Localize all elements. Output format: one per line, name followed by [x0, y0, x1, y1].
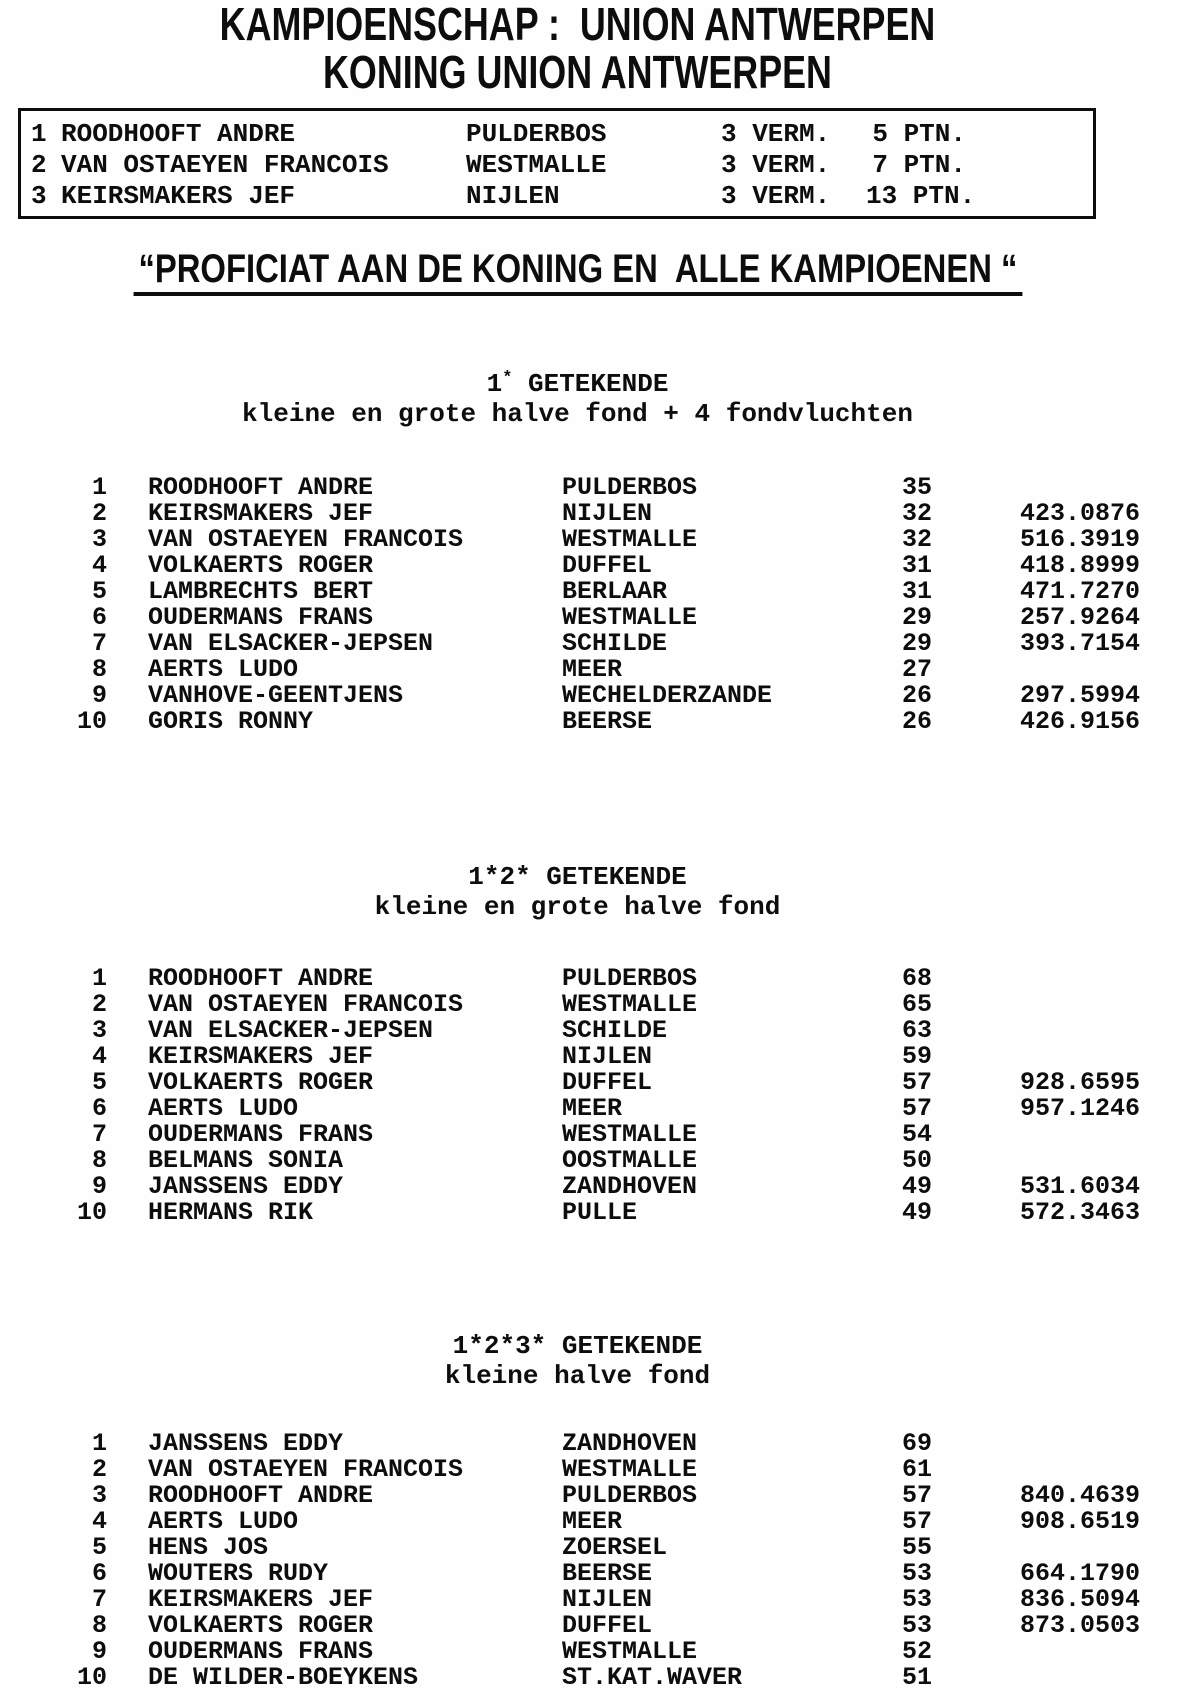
name-cell: KEIRSMAKERS JEF: [148, 499, 374, 528]
coefficient-cell: [962, 475, 1140, 501]
name-cell: ROODHOOFT ANDRE: [148, 1481, 374, 1510]
name-cell: OUDERMANS FRANS: [148, 1637, 374, 1666]
name-cell: ROODHOOFT ANDRE: [148, 964, 374, 993]
points-cell: 13 PTN.: [866, 181, 976, 211]
coefficient-cell: 572.3463: [1019, 1198, 1140, 1227]
rank-cell: 2: [91, 990, 107, 1019]
king-standings-box: [18, 108, 1096, 219]
place-cell: OOSTMALLE: [562, 1146, 698, 1175]
spacer-cell: [107, 1483, 148, 1509]
place-cell: SCHILDE: [562, 1016, 668, 1045]
rank-cell: 10: [76, 707, 107, 736]
table-row: [60, 553, 1155, 579]
section-subtitle: kleine en grote halve fond: [374, 892, 781, 922]
table-row: [60, 1587, 1155, 1613]
points-cell: 59: [902, 1042, 933, 1071]
section-1-2-3-getekende: [0, 1326, 1155, 1691]
name-cell: VAN OSTAEYEN FRANCOIS: [148, 525, 464, 554]
section-title-rest: GETEKENDE: [530, 862, 687, 892]
coefficient-cell: 928.6595: [1019, 1068, 1140, 1097]
king-row: [31, 181, 1093, 212]
spacer-cell: [107, 1044, 148, 1070]
name-cell: JANSSENS EDDY: [148, 1429, 344, 1458]
table-row: [60, 1018, 1155, 1044]
rank-cell: 6: [91, 1094, 107, 1123]
spacer-cell: [107, 501, 148, 527]
place-cell: ST.KAT.WAVER: [562, 1663, 743, 1692]
table-row: [60, 1122, 1155, 1148]
rank-cell: 10: [76, 1663, 107, 1692]
points-cell: 69: [902, 1429, 933, 1458]
points-cell: 65: [902, 990, 933, 1019]
points-cell: 52: [902, 1637, 933, 1666]
coefficient-cell: [962, 1457, 1140, 1483]
rank-cell: 9: [91, 681, 107, 710]
rank-cell: 4: [91, 551, 107, 580]
table-row: [60, 605, 1155, 631]
rank-cell: 5: [91, 1533, 107, 1562]
results-table-2: [0, 966, 1155, 1226]
points-cell: 57: [902, 1481, 933, 1510]
spacer-cell: [107, 683, 148, 709]
rank-cell: 3: [91, 1481, 107, 1510]
coefficient-cell: 957.1246: [1019, 1094, 1140, 1123]
place-cell: SCHILDE: [562, 629, 668, 658]
name-cell: ROODHOOFT ANDRE: [61, 119, 296, 149]
coefficient-cell: 836.5094: [1019, 1585, 1140, 1614]
coefficient-cell: [962, 1431, 1140, 1457]
section-title: [0, 1326, 1155, 1361]
rank-cell: 2: [91, 1455, 107, 1484]
table-row: [60, 992, 1155, 1018]
points-cell: 57: [902, 1507, 933, 1536]
place-cell: MEER: [562, 1094, 623, 1123]
spacer-cell: [107, 1665, 148, 1691]
coefficient-cell: 257.9264: [1019, 603, 1140, 632]
spacer-cell: [107, 709, 148, 735]
name-cell: OUDERMANS FRANS: [148, 1120, 374, 1149]
name-cell: LAMBRECHTS BERT: [148, 577, 374, 606]
place-cell: ZANDHOVEN: [562, 1429, 698, 1458]
rank-cell: 3: [91, 1016, 107, 1045]
name-cell: JANSSENS EDDY: [148, 1172, 344, 1201]
points-cell: 26: [902, 681, 933, 710]
verm-cell: 3 VERM.: [721, 150, 831, 180]
table-row: [60, 966, 1155, 992]
rank-cell: 1: [91, 964, 107, 993]
coefficient-cell: [962, 1535, 1140, 1561]
points-cell: 26: [902, 707, 933, 736]
name-cell: VAN ELSACKER-JEPSEN: [148, 629, 434, 658]
points-cell: 7 PTN.: [872, 150, 966, 180]
points-cell: 68: [902, 964, 933, 993]
spacer-cell: [107, 992, 148, 1018]
table-row: [60, 527, 1155, 553]
points-cell: 61: [902, 1455, 933, 1484]
points-cell: 53: [902, 1611, 933, 1640]
place-cell: PULDERBOS: [466, 119, 607, 149]
spacer-cell: [107, 1561, 148, 1587]
table-row: [60, 1148, 1155, 1174]
king-row: [31, 150, 1093, 181]
points-cell: 57: [902, 1068, 933, 1097]
name-cell: HERMANS RIK: [148, 1198, 314, 1227]
section-1-2-getekende: [0, 857, 1155, 1226]
coefficient-cell: [962, 1018, 1140, 1044]
rank-cell: 7: [91, 1120, 107, 1149]
coefficient-cell: 840.4639: [1019, 1481, 1140, 1510]
section-1-getekende: [0, 364, 1155, 735]
name-cell: AERTS LUDO: [148, 1507, 299, 1536]
place-cell: MEER: [562, 1507, 623, 1536]
coefficient-cell: 418.8999: [1019, 551, 1140, 580]
table-row: [60, 579, 1155, 605]
rank-cell: 5: [91, 577, 107, 606]
coefficient-cell: [962, 1665, 1140, 1691]
points-cell: 63: [902, 1016, 933, 1045]
points-cell: 31: [902, 577, 933, 606]
place-cell: WECHELDERZANDE: [562, 681, 773, 710]
place-cell: PULDERBOS: [562, 1481, 698, 1510]
doc-title-line1: KAMPIOENSCHAP : UNION ANTWERPEN: [219, 0, 936, 50]
table-row: [60, 1509, 1155, 1535]
table-row: [60, 1613, 1155, 1639]
points-cell: 31: [902, 551, 933, 580]
name-cell: ROODHOOFT ANDRE: [148, 473, 374, 502]
results-table-1: [0, 475, 1155, 735]
rank-cell: 7: [91, 629, 107, 658]
points-cell: 53: [902, 1585, 933, 1614]
points-cell: 51: [902, 1663, 933, 1692]
place-cell: PULLE: [562, 1198, 638, 1227]
name-cell: VAN OSTAEYEN FRANCOIS: [148, 990, 464, 1019]
coefficient-cell: [962, 1639, 1140, 1665]
place-cell: MEER: [562, 655, 623, 684]
coefficient-cell: 423.0876: [1019, 499, 1140, 528]
coefficient-cell: [962, 966, 1140, 992]
points-cell: 27: [902, 655, 933, 684]
place-cell: PULDERBOS: [562, 964, 698, 993]
place-cell: WESTMALLE: [562, 1120, 698, 1149]
rank-cell: 2: [91, 499, 107, 528]
table-row: [60, 657, 1155, 683]
points-cell: 49: [902, 1198, 933, 1227]
section-title-prefix: 1: [486, 369, 503, 399]
verm-cell: 3 VERM.: [721, 181, 831, 211]
coefficient-cell: 297.5994: [1019, 681, 1140, 710]
spacer-cell: [107, 1018, 148, 1044]
section-title: [0, 857, 1155, 892]
coefficient-cell: [962, 657, 1140, 683]
place-cell: WESTMALLE: [562, 1455, 698, 1484]
spacer-cell: [966, 181, 1093, 212]
name-cell: VAN ELSACKER-JEPSEN: [148, 1016, 434, 1045]
name-cell: AERTS LUDO: [148, 655, 299, 684]
table-row: [60, 1431, 1155, 1457]
table-row: [60, 1457, 1155, 1483]
table-row: [60, 1174, 1155, 1200]
points-cell: 53: [902, 1559, 933, 1588]
coefficient-cell: [962, 1044, 1140, 1070]
rank-cell: 1: [91, 473, 107, 502]
points-cell: 57: [902, 1094, 933, 1123]
place-cell: PULDERBOS: [562, 473, 698, 502]
coefficient-cell: 516.3919: [1019, 525, 1140, 554]
place-cell: WESTMALLE: [466, 150, 607, 180]
place-cell: ZANDHOVEN: [562, 1172, 698, 1201]
table-row: [60, 1639, 1155, 1665]
table-row: [60, 683, 1155, 709]
place-cell: DUFFEL: [562, 551, 653, 580]
points-cell: 50: [902, 1146, 933, 1175]
points-cell: 32: [902, 525, 933, 554]
section-title-prefix: 1*2*: [468, 862, 531, 892]
rank-cell: 3: [31, 181, 47, 211]
spacer-cell: [107, 475, 148, 501]
table-row: [60, 1561, 1155, 1587]
coefficient-cell: 426.9156: [1019, 707, 1140, 736]
points-cell: 49: [902, 1172, 933, 1201]
spacer-cell: [107, 1200, 148, 1226]
table-row: [60, 709, 1155, 735]
results-table-3: [0, 1431, 1155, 1691]
points-cell: 54: [902, 1120, 933, 1149]
place-cell: NIJLEN: [562, 499, 653, 528]
name-cell: VAN OSTAEYEN FRANCOIS: [148, 1455, 464, 1484]
name-cell: HENS JOS: [148, 1533, 269, 1562]
section-title-prefix: 1*2*3*: [452, 1331, 547, 1361]
points-cell: 55: [902, 1533, 933, 1562]
name-cell: VOLKAERTS ROGER: [148, 1068, 374, 1097]
coefficient-cell: 664.1790: [1019, 1559, 1140, 1588]
place-cell: NIJLEN: [466, 181, 560, 211]
place-cell: NIJLEN: [562, 1585, 653, 1614]
section-title: [0, 364, 1155, 399]
name-cell: BELMANS SONIA: [148, 1146, 344, 1175]
points-cell: 35: [902, 473, 933, 502]
spacer-cell: [107, 1457, 148, 1483]
section-subtitle: kleine halve fond: [444, 1361, 711, 1391]
coefficient-cell: 873.0503: [1019, 1611, 1140, 1640]
name-cell: VAN OSTAEYEN FRANCOIS: [61, 150, 389, 180]
rank-cell: 5: [91, 1068, 107, 1097]
rank-cell: 6: [91, 1559, 107, 1588]
place-cell: DUFFEL: [562, 1611, 653, 1640]
table-row: [60, 1535, 1155, 1561]
spacer-cell: [107, 1174, 148, 1200]
doc-title-line2: KONING UNION ANTWERPEN: [323, 46, 832, 98]
coefficient-cell: 393.7154: [1019, 629, 1140, 658]
place-cell: WESTMALLE: [562, 603, 698, 632]
points-cell: 5 PTN.: [872, 119, 966, 149]
rank-cell: 8: [91, 655, 107, 684]
table-row: [60, 1483, 1155, 1509]
rank-cell: 10: [76, 1198, 107, 1227]
name-cell: VANHOVE-GEENTJENS: [148, 681, 404, 710]
spacer-cell: [107, 1096, 148, 1122]
spacer-cell: [966, 150, 1093, 181]
place-cell: WESTMALLE: [562, 525, 698, 554]
points-cell: 29: [902, 629, 933, 658]
rank-cell: 2: [31, 150, 47, 180]
spacer-cell: [107, 1122, 148, 1148]
name-cell: GORIS RONNY: [148, 707, 314, 736]
spacer-cell: [107, 1148, 148, 1174]
place-cell: WESTMALLE: [562, 1637, 698, 1666]
name-cell: KEIRSMAKERS JEF: [61, 181, 296, 211]
place-cell: BEERSE: [562, 707, 653, 736]
coefficient-cell: [962, 1122, 1140, 1148]
spacer-cell: [107, 1070, 148, 1096]
rank-cell: 7: [91, 1585, 107, 1614]
spacer-cell: [107, 657, 148, 683]
verm-cell: 3 VERM.: [721, 119, 831, 149]
spacer-cell: [107, 1509, 148, 1535]
name-cell: VOLKAERTS ROGER: [148, 551, 374, 580]
rank-cell: 9: [91, 1637, 107, 1666]
name-cell: VOLKAERTS ROGER: [148, 1611, 374, 1640]
table-row: [60, 1096, 1155, 1122]
table-row: [60, 501, 1155, 527]
points-cell: 32: [902, 499, 933, 528]
place-cell: BERLAAR: [562, 577, 668, 606]
spacer-cell: [107, 966, 148, 992]
spacer-cell: [107, 579, 148, 605]
coefficient-cell: 908.6519: [1019, 1507, 1140, 1536]
points-cell: 29: [902, 603, 933, 632]
section-title-rest: GETEKENDE: [512, 369, 669, 399]
rank-cell: 4: [91, 1507, 107, 1536]
rank-cell: 9: [91, 1172, 107, 1201]
coefficient-cell: 471.7270: [1019, 577, 1140, 606]
spacer-cell: [107, 1613, 148, 1639]
place-cell: BEERSE: [562, 1559, 653, 1588]
name-cell: AERTS LUDO: [148, 1094, 299, 1123]
place-cell: DUFFEL: [562, 1068, 653, 1097]
table-row: [60, 1070, 1155, 1096]
rank-cell: 4: [91, 1042, 107, 1071]
rank-cell: 1: [91, 1429, 107, 1458]
table-row: [60, 1044, 1155, 1070]
place-cell: NIJLEN: [562, 1042, 653, 1071]
rank-cell: 6: [91, 603, 107, 632]
table-row: [60, 631, 1155, 657]
congratulations-text: “PROFICIAT AAN DE KONING EN ALLE KAMPIOENEN “: [133, 247, 1022, 296]
spacer-cell: [107, 605, 148, 631]
name-cell: WOUTERS RUDY: [148, 1559, 329, 1588]
spacer-cell: [107, 527, 148, 553]
spacer-cell: [107, 1639, 148, 1665]
congratulations-banner: [0, 247, 1155, 300]
rank-cell: 8: [91, 1146, 107, 1175]
spacer-cell: [107, 631, 148, 657]
coefficient-cell: [962, 992, 1140, 1018]
coefficient-cell: 531.6034: [1019, 1172, 1140, 1201]
table-row: [60, 1200, 1155, 1226]
king-row: [31, 119, 1093, 150]
name-cell: DE WILDER-BOEYKENS: [148, 1663, 419, 1692]
spacer-cell: [107, 1587, 148, 1613]
rank-cell: 3: [91, 525, 107, 554]
rank-cell: 8: [91, 1611, 107, 1640]
table-row: [60, 1665, 1155, 1691]
spacer-cell: [107, 1535, 148, 1561]
spacer-cell: [966, 119, 1093, 150]
table-row: [60, 475, 1155, 501]
name-cell: KEIRSMAKERS JEF: [148, 1042, 374, 1071]
spacer-cell: [107, 553, 148, 579]
spacer-cell: [107, 1431, 148, 1457]
section-subtitle: kleine en grote halve fond + 4 fondvluchten: [242, 399, 913, 429]
section-title-rest: GETEKENDE: [546, 1331, 703, 1361]
name-cell: KEIRSMAKERS JEF: [148, 1585, 374, 1614]
asterisk-superscript: *: [502, 369, 513, 388]
coefficient-cell: [962, 1148, 1140, 1174]
rank-cell: 1: [31, 119, 47, 149]
place-cell: WESTMALLE: [562, 990, 698, 1019]
name-cell: OUDERMANS FRANS: [148, 603, 374, 632]
place-cell: ZOERSEL: [562, 1533, 668, 1562]
